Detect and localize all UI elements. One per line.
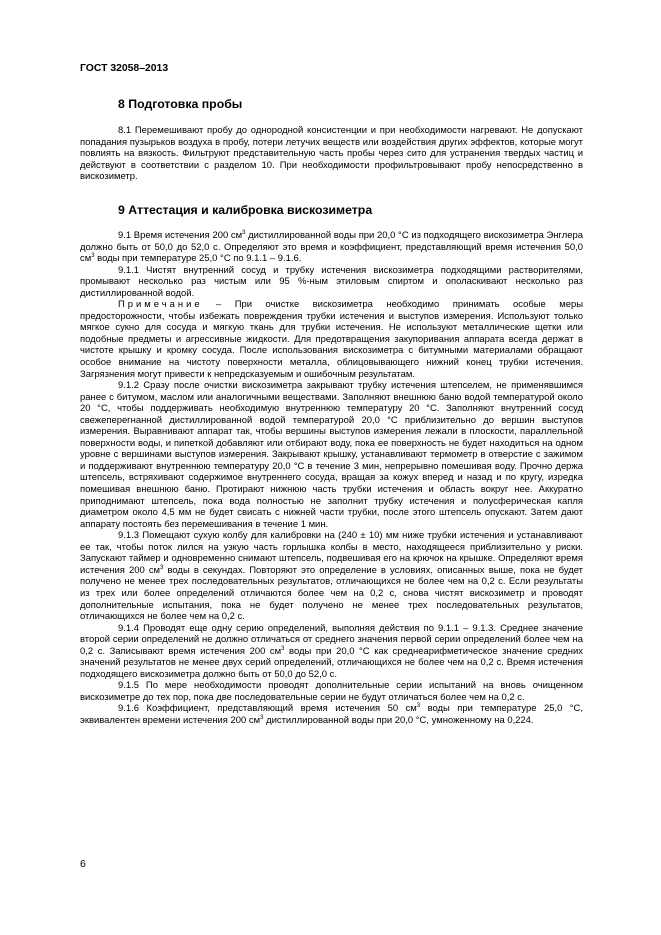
paragraph-9-1-6: 9.1.6 Коэффициент, представляющий время истечения 50 $см^3$ воды при температуре 25,0 °С, эквивалентен времени истечения 200 $см^3$ дистиллированной воды при 20,0 °С, умноженному на 0,224.: [80, 703, 583, 726]
paragraph-9-1-5: 9.1.5 По мере необходимости проводят дополнительные серии испытаний на вновь очищенном вискозиметре до тех пор, пока две последовательные серии не будут отличаться более чем на 0,2 с.: [80, 680, 583, 703]
section-9-heading: 9 Аттестация и калибровка вискозиметра: [118, 203, 373, 217]
paragraph-9-1-4: 9.1.4 Проводят еще одну серию определений, выполняя действия по 9.1.1 – 9.1.3. Среднее значение второй серии определений не должно отличаться от среднего значения первой серии определений более чем на 0,2 с. Записывают время истечения 200 $см^3$ воды при 20,0 °С как среднеарифметическое значение средних значений результатов не менее двух серий определений, отличающихся не более чем на 0,2 с. Время истечения подходящего вискозиметра должно быть от 50,0 до 52,0 с.: [80, 622, 583, 680]
paragraph-9-1-2: 9.1.2 Сразу после очистки вискозиметра закрывают трубку истечения штепселем, не применявшимся ранее с битумом, маслом или аналогичными веществами. Заполняют внешнюю баню водой температурой около 20 °С, чтобы поддерживать необходимую внутреннюю температуру 20 °С. Заполняют внутренний сосуд свежеперегнанной дистиллированной водой температурой 20,0 °С приблизительно до вершин выступов измерения. Выравнивают аппарат так, чтобы вершины выступов измерения лежали в плоскости, параллельной поверхности воды, и пипеткой добавляют или отбирают воду, пока ее поверхность не будет находиться на одном уровне с вершинами выступов измерения. Закрывают крышку, устанавливают термометр в отверстие с зажимом и поддерживают внутреннюю температуру 20,0 °С в течение 3 мин, непрерывно помешивая воду. Прочно держа штепсель, встряхивают содержимое внутреннего сосуда, вращая за кожух вперед и назад и по кругу, изредка помешивая внешнюю баню. Протирают нижнюю часть трубки истечения и область вокруг нее. Аккуратно приподнимают штепсель, пока вода полностью не заполнит трубку истечения и полусферическая капля диаметром около 4,5 мм не будет свисать с нижней части трубки, после этого штепсель опускают. Затем дают аппарату постоять без перемешивания в течение 1 мин.: [80, 380, 583, 530]
note-text: – При очистке вискозиметра необходимо принимать особые меры предосторожности, чтобы избежать повреждения трубки истечения и выступов измерения. Используют только мягкое сукно для сосуда и мягкую ткань для трубки истечения. Не используют металлические щетки или подобные предметы и агрессивные жидкости. Для предотвращения закупоривания аппарата всегда держат в чистоте крышку и кромку сосуда. После использования вискозиметра с битумными материалами обращают особое внимание на чистоту поверхности металла, облицовывающего нижний конец трубки истечения. Загрязнения могут привести к непредсказуемым и ошибочным результатам.: [80, 299, 583, 380]
section-9-body: [80, 230, 583, 727]
note-label: Примечание: [118, 299, 203, 311]
paragraph-9-1-3: 9.1.3 Помещают сухую колбу для калибровки на (240 ± 10) мм ниже трубки истечения и устанавливают ее так, чтобы поток лился на узкую часть горлышка колбы в место, находящееся приблизительно у риски. Запускают таймер и одновременно снимают штепсель, подвешивая его на крючок на крышке. Определяют время истечения 200 $см^3$ воды в секундах. Повторяют это определение в условиях, описанных выше, пока не будет получено не менее трех последовательных результатов, отличающихся не более чем на 0,2 с. Если результаты из трех или более определений отличаются более чем на 0,2 с, снова чистят вискозиметр и проводят дополнительные испытания, пока не будет получено не менее трех последовательных результатов, отличающихся не более чем на 0,2 с.: [80, 530, 583, 623]
note: [80, 299, 583, 380]
paragraph-9-1-1: 9.1.1 Чистят внутренний сосуд и трубку истечения вискозиметра подходящими растворителями, промывают несколько раз чистым или 95 %-ным этиловым спиртом и ополаскивают несколько раз дистиллированной водой.: [80, 264, 583, 299]
standard-designation: ГОСТ 32058–2013: [80, 63, 169, 74]
paragraph-9-1: 9.1 Время истечения 200 $см^3$ дистиллированной воды при 20,0 °С из подходящего вискозиметра Энглера должно быть от 50,0 до 52,0 с. Определяют это время и коэффициент, представляющий время истечения 50,0 $см^3$ воды при температуре 25,0 °С по 9.1.1 – 9.1.6.: [80, 230, 583, 265]
page-number: 6: [80, 859, 86, 870]
section-8-heading: 8 Подготовка пробы: [118, 97, 243, 111]
paragraph-8-1: 8.1 Перемешивают пробу до однородной консистенции и при необходимости нагревают. Не допускают попадания пузырьков воздуха в пробу, потери летучих веществ или воздействия других эффектов, которые могут повлиять на вязкость. Фильтруют представительную часть пробы через сито для устранения твердых частиц и действуют в соответствии с разделом 10. При необходимости профильтровывают пробу непосредственно в вискозиметр.: [80, 125, 583, 183]
section-8-body: [80, 125, 583, 183]
